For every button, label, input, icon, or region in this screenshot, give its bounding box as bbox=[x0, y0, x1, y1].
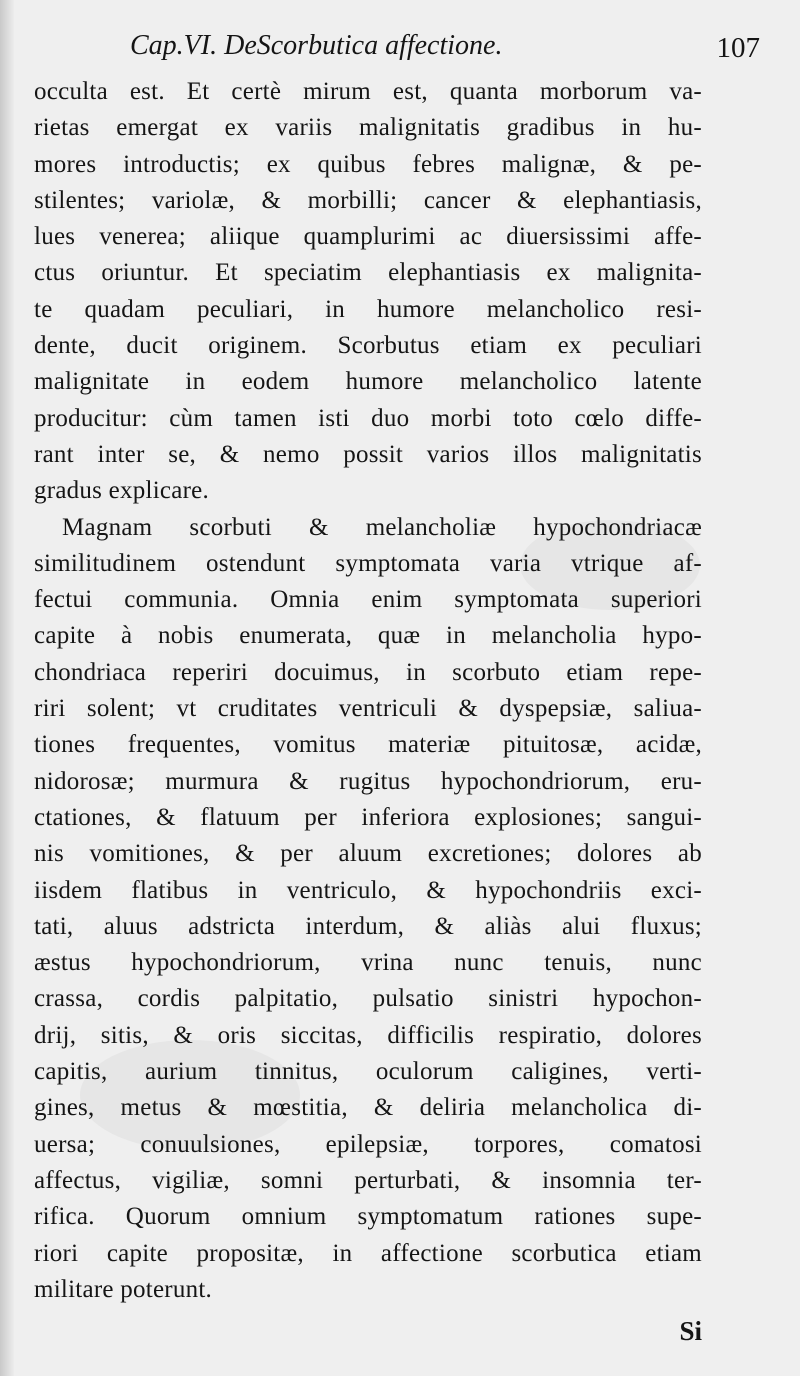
text-line: drij, sitis, & oris siccitas, difficilis respiratio, dolores bbox=[34, 1021, 702, 1049]
text-line: tati, aluus adstricta interdum, & aliàs alui fluxus; bbox=[34, 912, 702, 940]
text-line: affectus, vigiliæ, somni perturbati, & insomnia ter- bbox=[34, 1166, 702, 1194]
text-line: nis vomitiones, & per aluum excretiones; dolores ab bbox=[34, 840, 702, 868]
text-line: malignitate in eodem humore melancholico latente bbox=[34, 368, 702, 396]
text-line: te quadam peculiari, in humore melancholico resi- bbox=[34, 295, 702, 323]
text-line: ctus oriuntur. Et speciatim elephantiasis ex malignita- bbox=[34, 259, 702, 287]
text-line: producitur: cùm tamen isti duo morbi toto cœlo diffe- bbox=[34, 404, 702, 432]
text-line: nidorosæ; murmura & rugitus hypochondriorum, eru- bbox=[34, 767, 702, 795]
text-line: tiones frequentes, vomitus materiæ pituitosæ, acidæ, bbox=[34, 731, 702, 759]
text-line: militare poterunt. bbox=[34, 1275, 213, 1303]
text-line: fectui communia. Omnia enim symptomata superiori bbox=[34, 586, 702, 614]
catchword: Si bbox=[679, 1316, 702, 1346]
text-line: rifica. Quorum omnium symptomatum rationes supe- bbox=[34, 1203, 702, 1231]
text-line: riori capite propositæ, in affectione scorbutica etiam bbox=[34, 1239, 702, 1267]
text-line: similitudinem ostendunt symptomata varia vtrique af- bbox=[34, 549, 702, 577]
chapter-title: Cap.VI. DeScorbutica affectione. bbox=[130, 30, 503, 61]
text-line: stilentes; variolæ, & morbilli; cancer & elephantiasis, bbox=[34, 186, 702, 214]
text-line: dente, ducit originem. Scorbutus etiam ex peculiari bbox=[34, 332, 702, 360]
page-number: 107 bbox=[716, 32, 760, 64]
text-line: æstus hypochondriorum, vrina nunc tenuis, nunc bbox=[34, 949, 702, 977]
text-line: riri solent; vt cruditates ventriculi & dyspepsiæ, saliua- bbox=[34, 695, 702, 723]
text-line: rant inter se, & nemo possit varios illos malignitatis bbox=[34, 440, 702, 468]
text-line: Magnam scorbuti & melancholiæ hypochondriacæ bbox=[62, 513, 702, 541]
text-line: lues venerea; aliique quamplurimi ac diuersissimi affe- bbox=[34, 223, 702, 251]
text-line: occulta est. Et certè mirum est, quanta morborum va- bbox=[34, 78, 702, 105]
text-line: chondriaca reperiri docuimus, in scorbuto etiam repe- bbox=[34, 658, 702, 686]
text-line: gines, metus & mœstitia, & deliria melancholica di- bbox=[34, 1094, 702, 1122]
text-line: ctationes, & flatuum per inferiora explosiones; sangui- bbox=[34, 803, 702, 831]
text-line: capite à nobis enumerata, quæ in melancholia hypo- bbox=[34, 622, 702, 650]
text-line: mores introductis; ex quibus febres malignæ, & pe- bbox=[34, 150, 702, 178]
text-line: capitis, aurium tinnitus, oculorum caligines, verti- bbox=[34, 1058, 702, 1086]
text-line: uersa; conuulsiones, epilepsiæ, torpores, comatosi bbox=[34, 1130, 702, 1158]
running-head bbox=[32, 24, 760, 64]
text-line: iisdem flatibus in ventriculo, & hypochondriis exci- bbox=[34, 876, 702, 904]
text-line: rietas emergat ex variis malignitatis gradibus in hu- bbox=[34, 114, 702, 142]
text-line: crassa, cordis palpitatio, pulsatio sinistri hypochon- bbox=[34, 985, 702, 1013]
text-line: gradus explicare. bbox=[34, 477, 210, 505]
text-body bbox=[34, 74, 702, 1308]
page-gutter bbox=[0, 0, 14, 1376]
